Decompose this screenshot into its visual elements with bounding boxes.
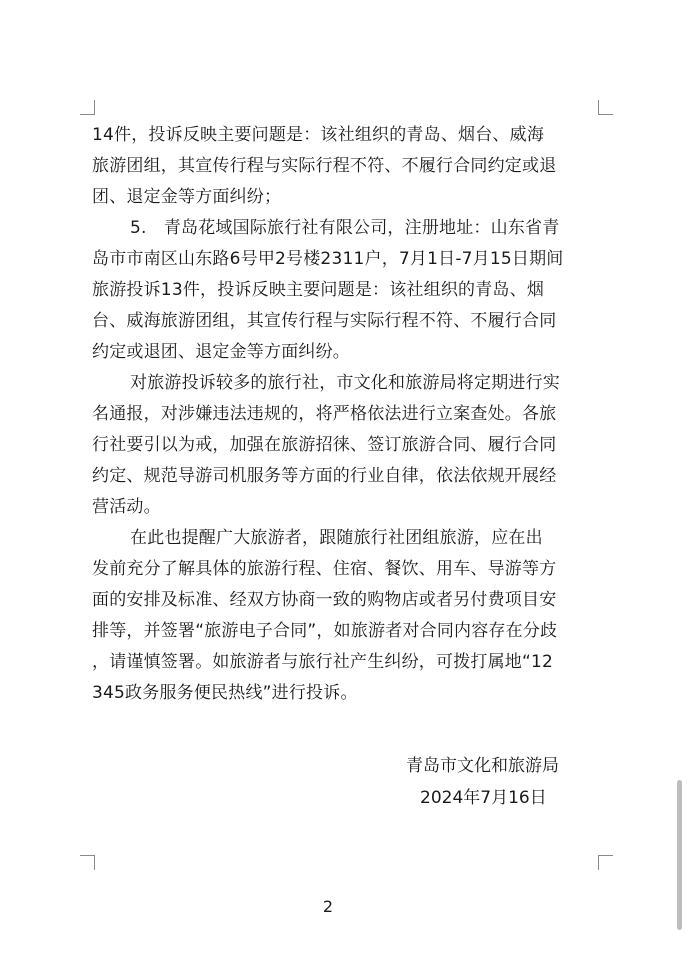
text-line: 发前充分了解具体的旅游行程、住宿、餐饮、用车、导游等方 (92, 559, 557, 579)
text-line: 团、退定金等方面纠纷； (92, 187, 282, 207)
text-line: 岛市市南区山东路6号甲2号楼2311户，7月1日-7月15日期间 (92, 249, 564, 269)
text-line: 面的安排及标准、经双方协商一致的购物店或者另付费项目安 (92, 590, 557, 610)
signature-block (406, 750, 559, 814)
text-line: 行社要引以为戒，加强在旅游招徕、签订旅游合同、履行合同 (92, 435, 557, 455)
text-line: 345政务服务便民热线”进行投诉。 (92, 683, 358, 703)
document-body (92, 120, 604, 709)
text-line: 14件，投诉反映主要问题是：该社组织的青岛、烟台、威海 (92, 125, 545, 145)
signature-organization: 青岛市文化和旅游局 (406, 756, 559, 776)
crop-mark-bottom-right (598, 855, 613, 870)
text-line: 在此也提醒广大旅游者，跟随旅行社团组旅游，应在出 (130, 528, 543, 548)
text-line: 约定、规范导游司机服务等方面的行业自律，依法依规开展经 (92, 466, 557, 486)
signature-date: 2024年7月16日 (420, 788, 547, 808)
text-line: 营活动。 (92, 497, 161, 517)
text-line: 5. 青岛花域国际旅行社有限公司，注册地址：山东省青 (130, 218, 560, 238)
text-line: 旅游团组，其宣传行程与实际行程不符、不履行合同约定或退 (92, 156, 557, 176)
text-line: 对旅游投诉较多的旅行社，市文化和旅游局将定期进行实 (130, 373, 560, 393)
text-line: ，请谨慎签署。如旅游者与旅行社产生纠纷，可拨打属地“12 (92, 652, 554, 672)
text-line: 约定或退团、退定金等方面纠纷。 (92, 342, 350, 362)
page-number: 2 (322, 897, 334, 916)
crop-mark-bottom-left (80, 855, 95, 870)
crop-mark-top-left (80, 100, 95, 115)
text-line: 旅游投诉13件，投诉反映主要问题是：该社组织的青岛、烟 (92, 280, 545, 300)
text-line: 名通报，对涉嫌违法违规的，将严格依法进行立案查处。各旅 (92, 404, 557, 424)
text-line: 台、威海旅游团组，其宣传行程与实际行程不符、不履行合同 (92, 311, 557, 331)
text-line: 排等，并签署“旅游电子合同”，如旅游者对合同内容存在分歧 (92, 621, 558, 641)
crop-mark-top-right (598, 100, 613, 115)
scrollbar-thumb[interactable] (677, 780, 682, 930)
